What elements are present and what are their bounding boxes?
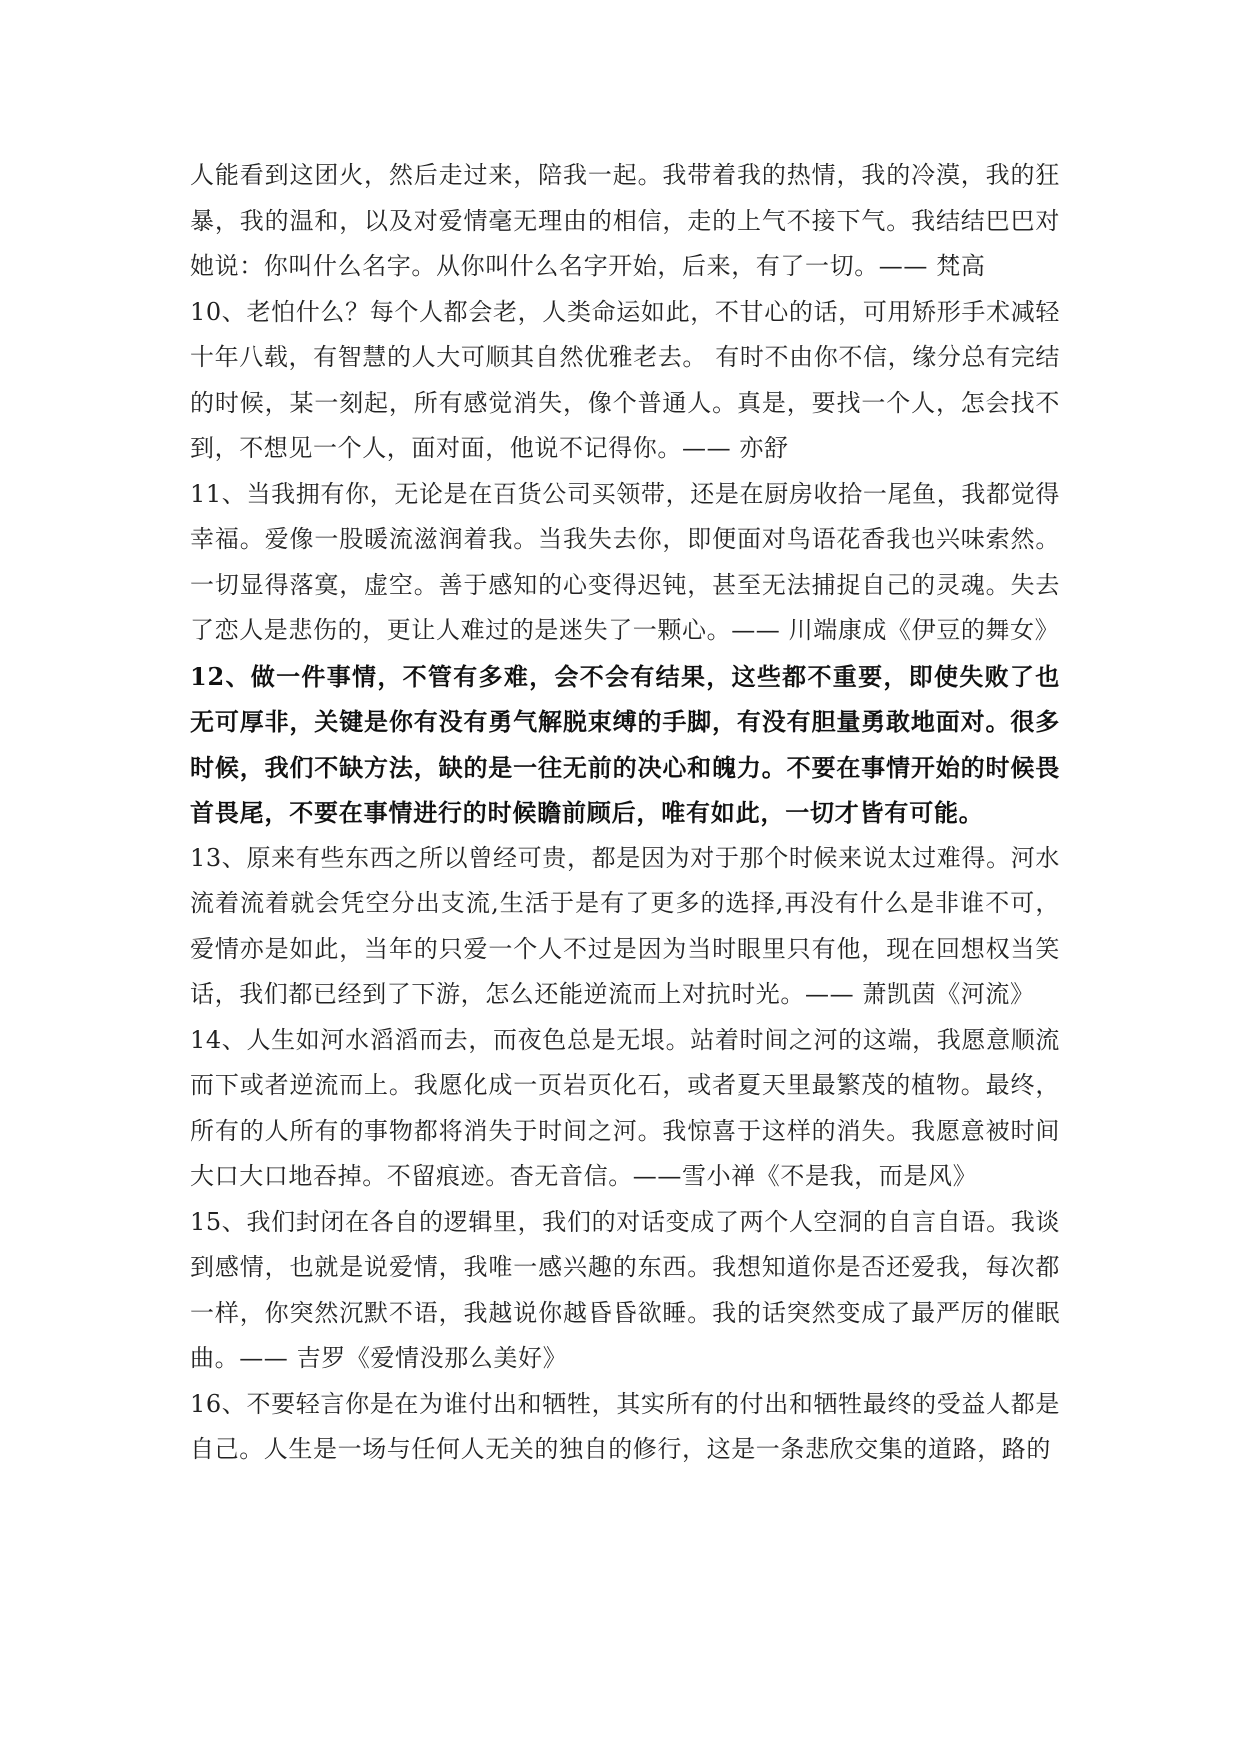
quote-paragraph-16: 16、不要轻言你是在为谁付出和牺牲，其实所有的付出和牺牲最终的受益人都是自己。人生是一场与任何人无关的独自的修行，这是一条悲欣交集的道路，路的	[190, 1389, 1060, 1463]
quote-paragraph-13: 13、原来有些东西之所以曾经可贵，都是因为对于那个时候来说太过难得。河水流着流着就会凭空分出支流,生活于是有了更多的选择,再没有什么是非谁不可，爱情亦是如此，当年的只爱一个人不过是因为当时眼里只有他，现在回想权当笑话，我们都已经到了下游，怎么还能逆流而上对抗时光。—— 萧凯茵《河流》	[190, 843, 1060, 1008]
quote-paragraph-11: 11、当我拥有你，无论是在百货公司买领带，还是在厨房收拾一尾鱼，我都觉得幸福。爱像一股暖流滋润着我。当我失去你，即便面对鸟语花香我也兴味索然。一切显得落寞，虚空。善于感知的心变得迟钝，甚至无法捕捉自己的灵魂。失去了恋人是悲伤的，更让人难过的是迷失了一颗心。—— 川端康成《伊豆的舞女》	[190, 479, 1060, 644]
quote-paragraph-10: 10、老怕什么？每个人都会老，人类命运如此，不甘心的话，可用矫形手术减轻十年八载，有智慧的人大可顺其自然优雅老去。 有时不由你不信，缘分总有完结的时候，某一刻起，所有感觉消失，像个普通人。真是，要找一个人，怎会找不到，不想见一个人，面对面，他说不记得你。—— 亦舒	[190, 297, 1060, 462]
quote-paragraph-12: 12、做一件事情，不管有多难，会不会有结果，这些都不重要，即使失败了也无可厚非，关键是你有没有勇气解脱束缚的手脚，有没有胆量勇敢地面对。很多时候，我们不缺方法，缺的是一往无前的决心和魄力。不要在事情开始的时候畏首畏尾，不要在事情进行的时候瞻前顾后，唯有如此，一切才皆有可能。	[190, 661, 1060, 827]
body-text	[190, 153, 1060, 1473]
quote-paragraph-15: 15、我们封闭在各自的逻辑里，我们的对话变成了两个人空洞的自言自语。我谈到感情，也就是说爱情，我唯一感兴趣的东西。我想知道你是否还爱我，每次都一样，你突然沉默不语，我越说你越昏昏欲睡。我的话突然变成了最严厉的催眠曲。—— 吉罗《爱情没那么美好》	[190, 1207, 1060, 1372]
quote-paragraph-continuation: 人能看到这团火，然后走过来，陪我一起。我带着我的热情，我的冷漠，我的狂暴，我的温和，以及对爱情毫无理由的相信，走的上气不接下气。我结结巴巴对她说：你叫什么名字。从你叫什么名字开始，后来，有了一切。—— 梵高	[190, 161, 1060, 280]
quote-paragraph-14: 14、人生如河水滔滔而去，而夜色总是无垠。站着时间之河的这端，我愿意顺流而下或者逆流而上。我愿化成一页岩页化石，或者夏天里最繁茂的植物。最终，所有的人所有的事物都将消失于时间之河。我惊喜于这样的消失。我愿意被时间大口大口地吞掉。不留痕迹。杳无音信。——雪小禅《不是我，而是风》	[190, 1025, 1060, 1190]
